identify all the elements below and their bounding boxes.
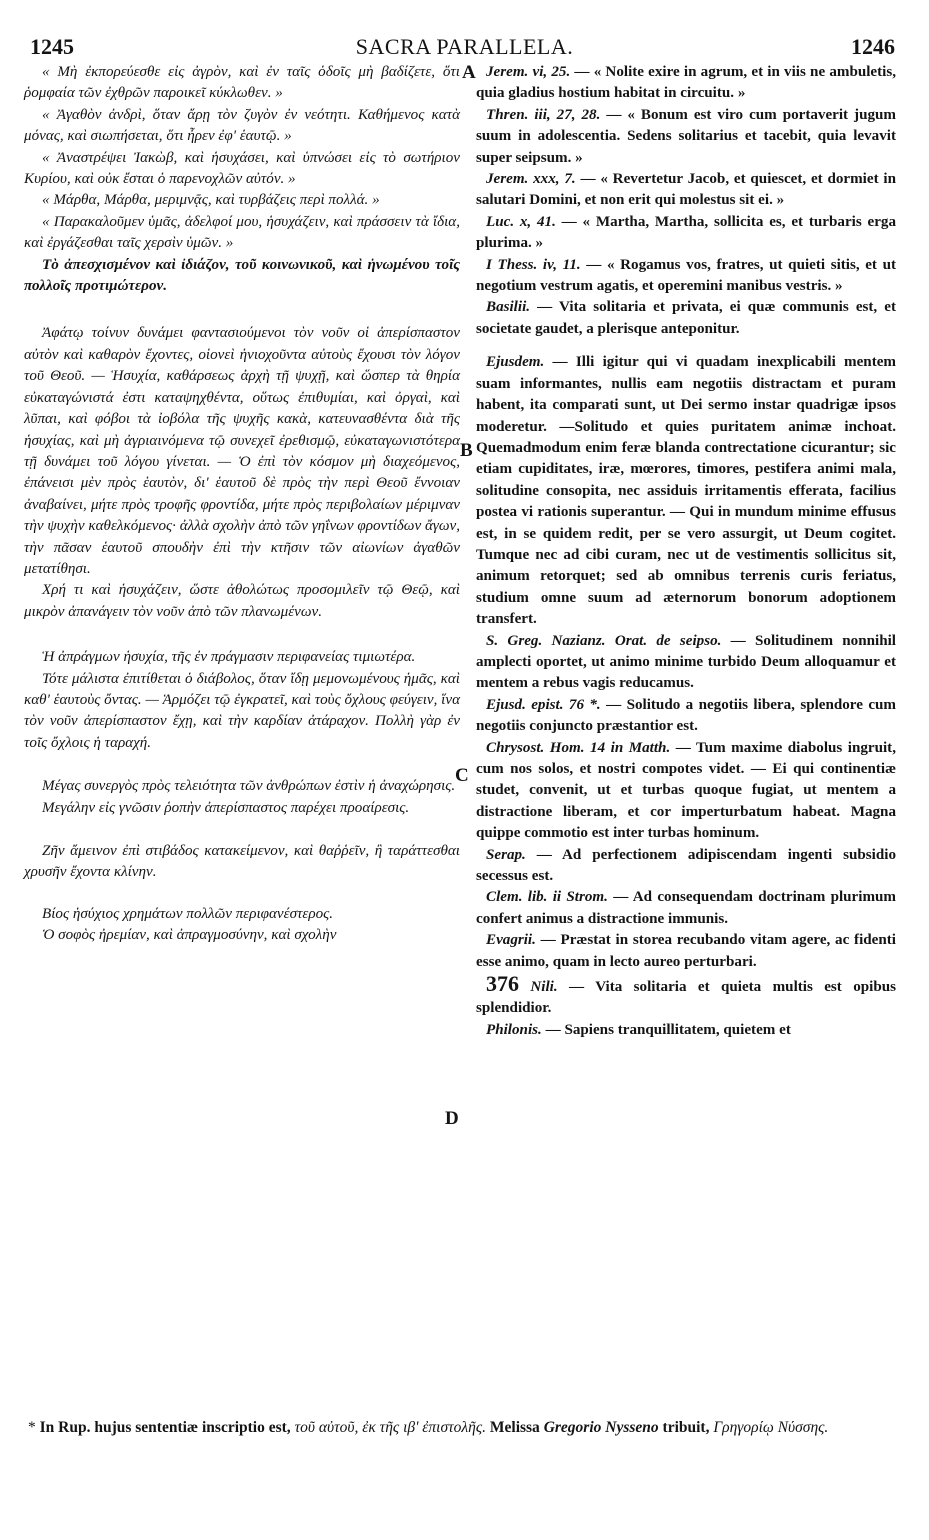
latin-text: — Tum maxime diabolus ingruit, cum nos solos, et nostri compotes videt. — Ei qui continentiæ studet, convenit, ut et turbas quoque fugiat, ut mentem a distractione liberam, et cor imperturbatum habeat. Magna quippe commotio est inter turbas hominum. (476, 739, 896, 842)
latin-text: — « Revertetur Jacob, et quiescet, et dormiet in salutari Domini, et non erit qui molestus sit ei. » (476, 171, 896, 209)
source-reference: Jerem. vi, 25. (486, 64, 571, 80)
greek-paragraph: Ζῆν ἄμεινον ἐπὶ στιβάδος κατακείμενον, καὶ θαῤῥεῖν, ἢ ταράττεσθαι χρυσῆν ἔχοντα κλίνην. (24, 843, 460, 881)
greek-paragraph: « Ἀγαθὸν ἀνδρὶ, ὅταν ἄρῃ τὸν ζυγὸν ἐν νεότητι. Καθήμενος κατὰ μόνας, καὶ σιωπήσεται, ὅτι ἦρεν ἐφ' ἑαυτῷ. » (24, 106, 460, 145)
latin-paragraph (476, 62, 896, 105)
source-reference: Luc. x, 41. (486, 213, 556, 230)
latin-text: — Ad perfectionem adipiscendam ingenti subsidio secessus est. (476, 846, 896, 885)
latin-paragraph (476, 255, 896, 298)
source-reference: Philonis. (486, 1021, 542, 1038)
latin-text: — Solitudo a negotiis libera, splendore cum negotiis conjuncto præstantior est. (476, 696, 896, 735)
greek-paragraph: Ἡ ἀπράγμων ἡσυχία, τῆς ἐν πράγμασιν περιφανείας τιμιωτέρα. (42, 649, 416, 666)
source-reference: Ejusdem. (486, 354, 545, 371)
running-title: SACRA PARALLELA. (355, 34, 574, 59)
source-reference: Jerem. xxx, 7. (486, 171, 576, 188)
greek-paragraph: « Ἀναστρέψει Ἰακὼβ, καὶ ἡσυχάσει, καὶ ὑπνώσει εἰς τὸ σωτήριον Κυρίου, καὶ οὐκ ἔσται ὁ παρενοχλῶν αὐτόν. » (24, 149, 460, 188)
greek-paragraph: Μεγάλην εἰς γνῶσιν ῥοπὴν ἀπερίσπαστος παρέχει προαίρεσις. (42, 799, 410, 816)
latin-paragraph (476, 105, 896, 169)
greek-paragraph: Τὸ ἀπεσχισμένον καὶ ἰδιάζον, τοῦ κοινωνικοῦ, καὶ ἡνωμένου τοῖς πολλοῖς προτιμώτερον. (24, 256, 460, 295)
source-reference: Serap. (486, 846, 526, 863)
latin-text: — Vita solitaria et quieta multis est opibus splendidior. (476, 979, 896, 1017)
latin-paragraph (476, 695, 896, 738)
latin-text: — Præstat in storea recubando vitam agere, ac fidenti esse animo, quam in lecto aureo perturbari. (476, 932, 896, 970)
latin-text: — Sapiens tranquillitatem, quietem et (545, 1021, 791, 1038)
source-reference: Evagrii. (486, 932, 536, 949)
greek-paragraph: Χρή τι καὶ ἡσυχάζειν, ὥστε ἀθολώτως προσομιλεῖν τῷ Θεῷ, καὶ μικρὸν ἀπανάγειν τὸν νοῦν ἀπὸ τῶν πλανωμένων. (24, 582, 460, 620)
footnote-greek: τοῦ αὐτοῦ, ἐκ τῆς ιβ' ἐπιστολῆς. (294, 1419, 486, 1436)
latin-paragraph (476, 631, 896, 695)
latin-text: — « Martha, Martha, sollicita es, et turbaris erga plurima. » (476, 213, 896, 252)
footnote (28, 1418, 898, 1438)
left-page-number: 1245 (30, 34, 74, 59)
latin-paragraph (476, 738, 896, 845)
greek-paragraph: Μέγας συνεργὸς πρὸς τελειότητα τῶν ἀνθρώπων ἐστὶν ἡ ἀναχώρησις. (42, 778, 456, 795)
greek-paragraph: Ὁ σοφὸς ἠρεμίαν, καὶ ἀπραγμοσύνην, καὶ σχολὴν (42, 927, 337, 944)
margin-marker-a: A (462, 62, 476, 83)
source-reference: S. Greg. Nazianz. Orat. de seipso. (486, 632, 722, 649)
latin-paragraph (476, 845, 896, 888)
footnote-mark: * (28, 1419, 36, 1436)
greek-paragraph: Τότε μάλιστα ἐπιτίθεται ὁ διάβολος, ὅταν ἴδῃ μεμονωμένους ἡμᾶς, καὶ καθ' ἑαυτοὺς ὄντας. — Ἁρμόζει τῷ ἐγκρατεῖ, καὶ τοὺς ὄχλους φεύγειν, ἵνα τὸν νοῦν ἀπερίσπαστον ἔχῃ, καὶ τὴν καρδίαν ἀτάραχον. Πολλὴ γὰρ ἐν τοῖς ὄχλοις ἡ ταραχή. (24, 670, 460, 751)
source-reference: Clem. lib. ii Strom. (486, 889, 608, 906)
latin-column (476, 62, 896, 1041)
source-reference: Ejusd. epist. 76 *. (486, 696, 601, 713)
greek-column (24, 62, 460, 947)
source-reference: Chrysost. Hom. 14 in Matth. (486, 739, 671, 756)
source-reference: Thren. iii, 27, 28. (486, 106, 601, 123)
margin-marker-b: B (460, 440, 473, 461)
greek-paragraph: « Μὴ ἐκπορεύεσθε εἰς ἀγρὸν, καὶ ἐν ταῖς ὁδοῖς μὴ βαδίζετε, ὅτι ῥομφαία τῶν ἐχθρῶν παροικεῖ κύκλωθεν. » (24, 64, 460, 102)
right-page-number: 1246 (851, 34, 895, 59)
margin-marker-d: D (445, 1108, 459, 1129)
source-reference: I Thess. iv, 11. (486, 256, 581, 273)
latin-text: — Illi igitur qui vi quadam inexplicabili mentem suam informantes, nullis eam negotiis distractam et puram habent, ita comparati sunt, ut Dei sermo instar quadrigæ ipsos moderetur. —Solitudo et quies puritatem animæ inchoat. Quemadmodum enim feræ blanda contrectatione cicurantur; sic etiam cupiditates, iræ, mœrores, timores, pestifera animi mala, solitudine consopita, nec assiduis irritamentis efferata, facilius postea vi rationis superantur. — Qui in mundum minime effusus est, in se quidem redit, per se vero assurgit, ut Deum cogitet. Tumque nec ad cibi curam, nec ut de vestimentis sollicitus sit, animum retorquet; sed ab omnibus terrenis curis feriatus, studium omne suum ad æternorum bonorum adoptionem transfert. (476, 354, 896, 628)
page-header (0, 34, 929, 64)
footnote-latin: Melissa (489, 1419, 540, 1436)
latin-text: — « Nolite exire in agrum, et in viis ne ambuletis, quia gladius hostium habitat in circuitu. » (476, 64, 896, 102)
latin-text: — « Bonum est viro cum portaverit jugum suum in adolescentia. Sedens solitarius et tacebit, quia levavit super seipsum. » (476, 106, 896, 166)
latin-paragraph (476, 297, 896, 340)
footnote-latin: In Rup. hujus sententiæ inscriptio est, (39, 1419, 291, 1436)
latin-paragraph (476, 169, 896, 212)
latin-text: — Solitudinem nonnihil amplecti oportet, ut animo minime turbido Deum alloquamur et mentem a rebus vagis reducamus. (476, 632, 896, 692)
greek-paragraph: « Μάρθα, Μάρθα, μεριμνᾷς, καὶ τυρβάζεις περὶ πολλά. » (42, 192, 380, 209)
footnote-latin: tribuit, (662, 1419, 710, 1436)
latin-paragraph (476, 212, 896, 255)
latin-text: — Ad consequendam doctrinam plurimum confert animus a distractione immunis. (476, 889, 896, 927)
margin-marker-c: C (455, 765, 469, 786)
latin-paragraph (476, 887, 896, 930)
latin-text: — Vita solitaria et privata, ei quæ communis est, et societate gaudet, a plerisque anteponitur. (476, 299, 897, 337)
column-number: 376 (486, 971, 519, 997)
latin-paragraph (476, 973, 896, 1020)
greek-paragraph: « Παρακαλοῦμεν ὑμᾶς, ἀδελφοί μου, ἡσυχάζειν, καὶ πράσσειν τὰ ἴδια, καὶ ἐργάζεσθαι ταῖς χερσὶν ὑμῶν. » (24, 213, 460, 252)
footnote-name: Gregorio Nysseno (543, 1419, 659, 1436)
latin-paragraph (476, 1020, 896, 1041)
latin-text: — « Rogamus vos, fratres, ut quieti sitis, et ut negotium vestrum agatis, et operemini manibus vestris. » (476, 256, 896, 295)
greek-paragraph: Ἀφάτῳ τοίνυν δυνάμει φαντασιούμενοι τὸν νοῦν οἱ ἀπερίσπαστον αὐτὸν καὶ καθαρὸν ἔχοντες, οἱονεὶ ἡνιοχοῦντα αὐτοὺς ἔχουσι τὸν λόγον τοῦ Θεοῦ. — Ἡσυχία, καθάρσεως ἀρχὴ τῇ ψυχῇ, καὶ ὥσπερ τὰ θηρία εὐκαταγώνιστά ἐστι καταψηχθέντα, οὕτως ἐπιθυμίαι, καὶ ὀργαὶ, καὶ λῦπαι, καὶ φόβοι τὰ ἰοβόλα τῆς ψυχῆς κακὰ, κατευνασθέντα διὰ τῆς ἡσυχίας, καὶ μὴ ἀγριαινόμενα τῷ συνεχεῖ ἐρεθισμῷ, εὐκαταγωνιστότερα τῇ δυνάμει τοῦ λόγου γίνεται. — Ὁ ἐπὶ τὸν κόσμον μὴ διαχεόμενος, ἐπάνεισι μὲν πρὸς ἑαυτὸν, δι' ἑαυτοῦ δὲ πρὸς τὴν περὶ Θεοῦ ἔννοιαν ἀναβαίνει, μήτε πρὸς τροφῆς φροντίδα, μήτε πρὸς περιβολαίων μέριμναν τὴν ψυχὴν καθελκόμενος· ἀλλὰ σχολὴν ἀπὸ τῶν γηΐνων φροντίδων ἄγων, τὴν πᾶσαν ἑαυτοῦ σπουδὴν ἐπὶ τὴν κτῆσιν τῶν αἰωνίων ἀγαθῶν μετατίθησι. (24, 325, 460, 577)
latin-paragraph (476, 352, 896, 630)
latin-paragraph (476, 930, 896, 973)
footnote-greek: Γρηγορίῳ Νύσσης. (713, 1419, 829, 1436)
source-reference: Nili. (530, 979, 558, 996)
source-reference: Basilii. (486, 299, 531, 316)
greek-paragraph: Βίος ἡσύχιος χρημάτων πολλῶν περιφανέστερος. (42, 905, 334, 922)
